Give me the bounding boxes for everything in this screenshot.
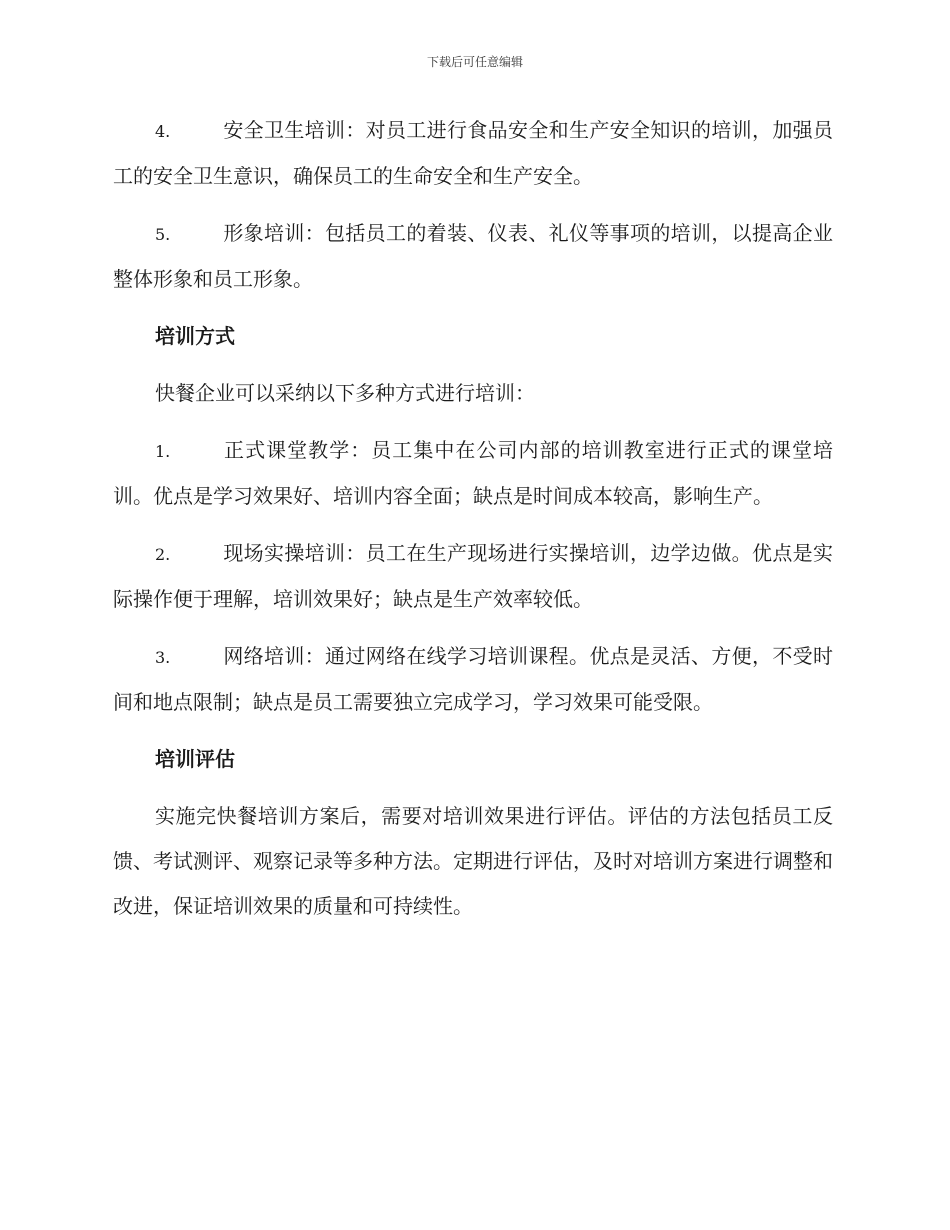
list-item	[113, 211, 833, 302]
list-item-number: 5.	[155, 225, 171, 244]
list-item	[113, 531, 833, 622]
page-header: 下载后可任意编辑	[426, 55, 523, 69]
list-item-text: 网络培训：通过网络在线学习培训课程。优点是灵活、方便，不受时间和地点限制；缺点是员工需要独立完成学习，学习效果可能受限。	[113, 644, 833, 714]
list-item-number: 2.	[155, 545, 171, 564]
list-item-number: 4.	[155, 122, 171, 141]
list-item-text: 形象培训：包括员工的着装、仪表、礼仪等事项的培训，以提高企业整体形象和员工形象。	[113, 221, 833, 291]
list-item	[113, 108, 833, 199]
list-item-text: 现场实操培训：员工在生产现场进行实操培训，边学边做。优点是实际操作便于理解，培训效果好；缺点是生产效率较低。	[113, 541, 833, 611]
list-item	[113, 634, 833, 725]
evaluation-body: 实施完快餐培训方案后，需要对培训效果进行评估。评估的方法包括员工反馈、考试测评、观察记录等多种方法。定期进行评估，及时对培训方案进行调整和改进，保证培训效果的质量和可持续性。	[113, 804, 833, 918]
section-heading-methods: 培训方式	[155, 324, 235, 348]
list-item-text: 安全卫生培训：对员工进行食品安全和生产安全知识的培训，加强员工的安全卫生意识，确保员工的生命安全和生产安全。	[113, 118, 833, 188]
list-item-number: 1.	[155, 442, 171, 461]
methods-intro: 快餐企业可以采纳以下多种方式进行培训：	[155, 381, 535, 405]
list-item-text: 正式课堂教学：员工集中在公司内部的培训教室进行正式的课堂培训。优点是学习效果好、培训内容全面；缺点是时间成本较高，影响生产。	[113, 438, 833, 508]
list-item	[113, 428, 833, 519]
section-heading-evaluation: 培训评估	[155, 747, 235, 771]
document-body	[113, 108, 833, 941]
list-item-number: 3.	[155, 648, 171, 667]
